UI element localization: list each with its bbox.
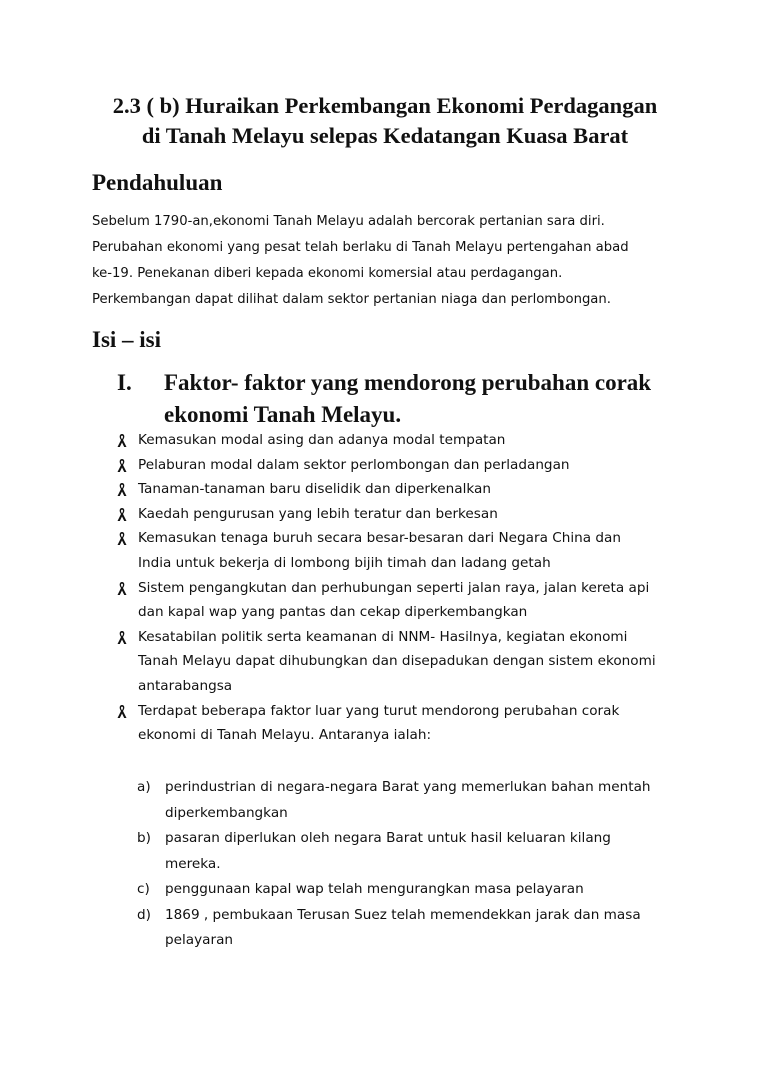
list-item [115,576,695,625]
list-item [115,625,695,699]
sub-item-line: perindustrian di negara-negara Barat yang memerlukan bahan mentah [165,779,651,795]
paragraph-line: ke-19. Penekanan diberi kepada ekonomi komersial atau perdagangan. [92,266,563,281]
paragraph-line: Sebelum 1790-an,ekonomi Tanah Melayu adalah bercorak pertanian sara diri. [92,214,605,229]
list-item [115,428,695,453]
ribbon-icon [115,433,129,449]
ribbon-icon [115,581,129,597]
list-item-line: Tanah Melayu dapat dihubungkan dan disepadukan dengan sistem ekonomi [138,653,656,670]
ribbon-icon [115,458,129,474]
list-item-line: ekonomi di Tanah Melayu. Antaranya ialah: [138,727,432,744]
sub-item-marker: c) [137,881,150,897]
sub-item-line: penggunaan kapal wap telah mengurangkan masa pelayaran [165,881,584,897]
body-heading: Isi – isi [92,327,162,352]
section-title [164,367,651,431]
sub-item-list [137,775,697,954]
sub-item-line: pasaran diperlukan oleh negara Barat untuk hasil keluaran kilang [165,830,611,846]
ribbon-icon [115,482,129,498]
page-title [90,91,680,151]
sub-item-line: pelayaran [165,932,234,948]
sub-list-item [137,877,697,903]
paragraph-line: Perkembangan dapat dilihat dalam sektor pertanian niaga dan perlombongan. [92,292,611,307]
list-item-line: Pelaburan modal dalam sektor perlombongan dan perladangan [138,456,570,473]
sub-list-item [137,775,697,826]
sub-list-item [137,903,697,954]
list-item-line: antarabangsa [138,677,233,694]
list-item-line: Kemasukan modal asing dan adanya modal tempatan [138,432,506,448]
list-item-line: dan kapal wap yang pantas dan cekap diperkembangkan [138,604,528,621]
list-item-line: Kaedah pengurusan yang lebih teratur dan berkesan [138,505,498,522]
ribbon-icon [115,630,129,646]
sub-item-line: mereka. [165,855,221,872]
sub-list-item [137,826,697,877]
list-item [115,502,695,527]
sub-item-marker: b) [137,830,151,846]
intro-paragraph [92,209,692,313]
ribbon-icon [115,704,129,720]
list-item-line: Sistem pengangkutan dan perhubungan seperti jalan raya, jalan kereta api [138,579,650,596]
list-item [115,453,695,478]
list-item [115,477,695,502]
sub-item-marker: a) [137,779,151,795]
list-item-line: India untuk bekerja di lombong bijih timah dan ladang getah [138,554,551,571]
section-number: I. [117,370,132,395]
title-line: di Tanah Melayu selepas Kedatangan Kuasa Barat [141,123,629,148]
sub-item-line: 1869 , pembukaan Terusan Suez telah memendekkan jarak dan masa [165,906,641,923]
list-item-line: Terdapat beberapa faktor luar yang turut mendorong perubahan corak [138,702,620,719]
list-item-line: Kemasukan tenaga buruh secara besar-besaran dari Negara China dan [138,530,621,547]
section-title-line: ekonomi Tanah Melayu. [164,402,402,427]
sub-item-marker: d) [137,906,151,923]
bullet-list [115,428,695,748]
ribbon-icon [115,531,129,547]
sub-item-line: diperkembangkan [165,804,288,821]
list-item-line: Tanaman-tanaman baru diselidik dan diperkenalkan [138,481,491,498]
list-item-line: Kesatabilan politik serta keamanan di NNM- Hasilnya, kegiatan ekonomi [138,628,628,645]
list-item [115,526,695,575]
paragraph-line: Perubahan ekonomi yang pesat telah berlaku di Tanah Melayu pertengahan abad [92,240,629,255]
section-title-line: Faktor- faktor yang mendorong perubahan corak [164,370,652,395]
list-item [115,699,695,748]
intro-heading: Pendahuluan [92,170,223,195]
ribbon-icon [115,507,129,523]
title-line: 2.3 ( b) Huraikan Perkembangan Ekonomi Perdagangan [112,93,658,118]
